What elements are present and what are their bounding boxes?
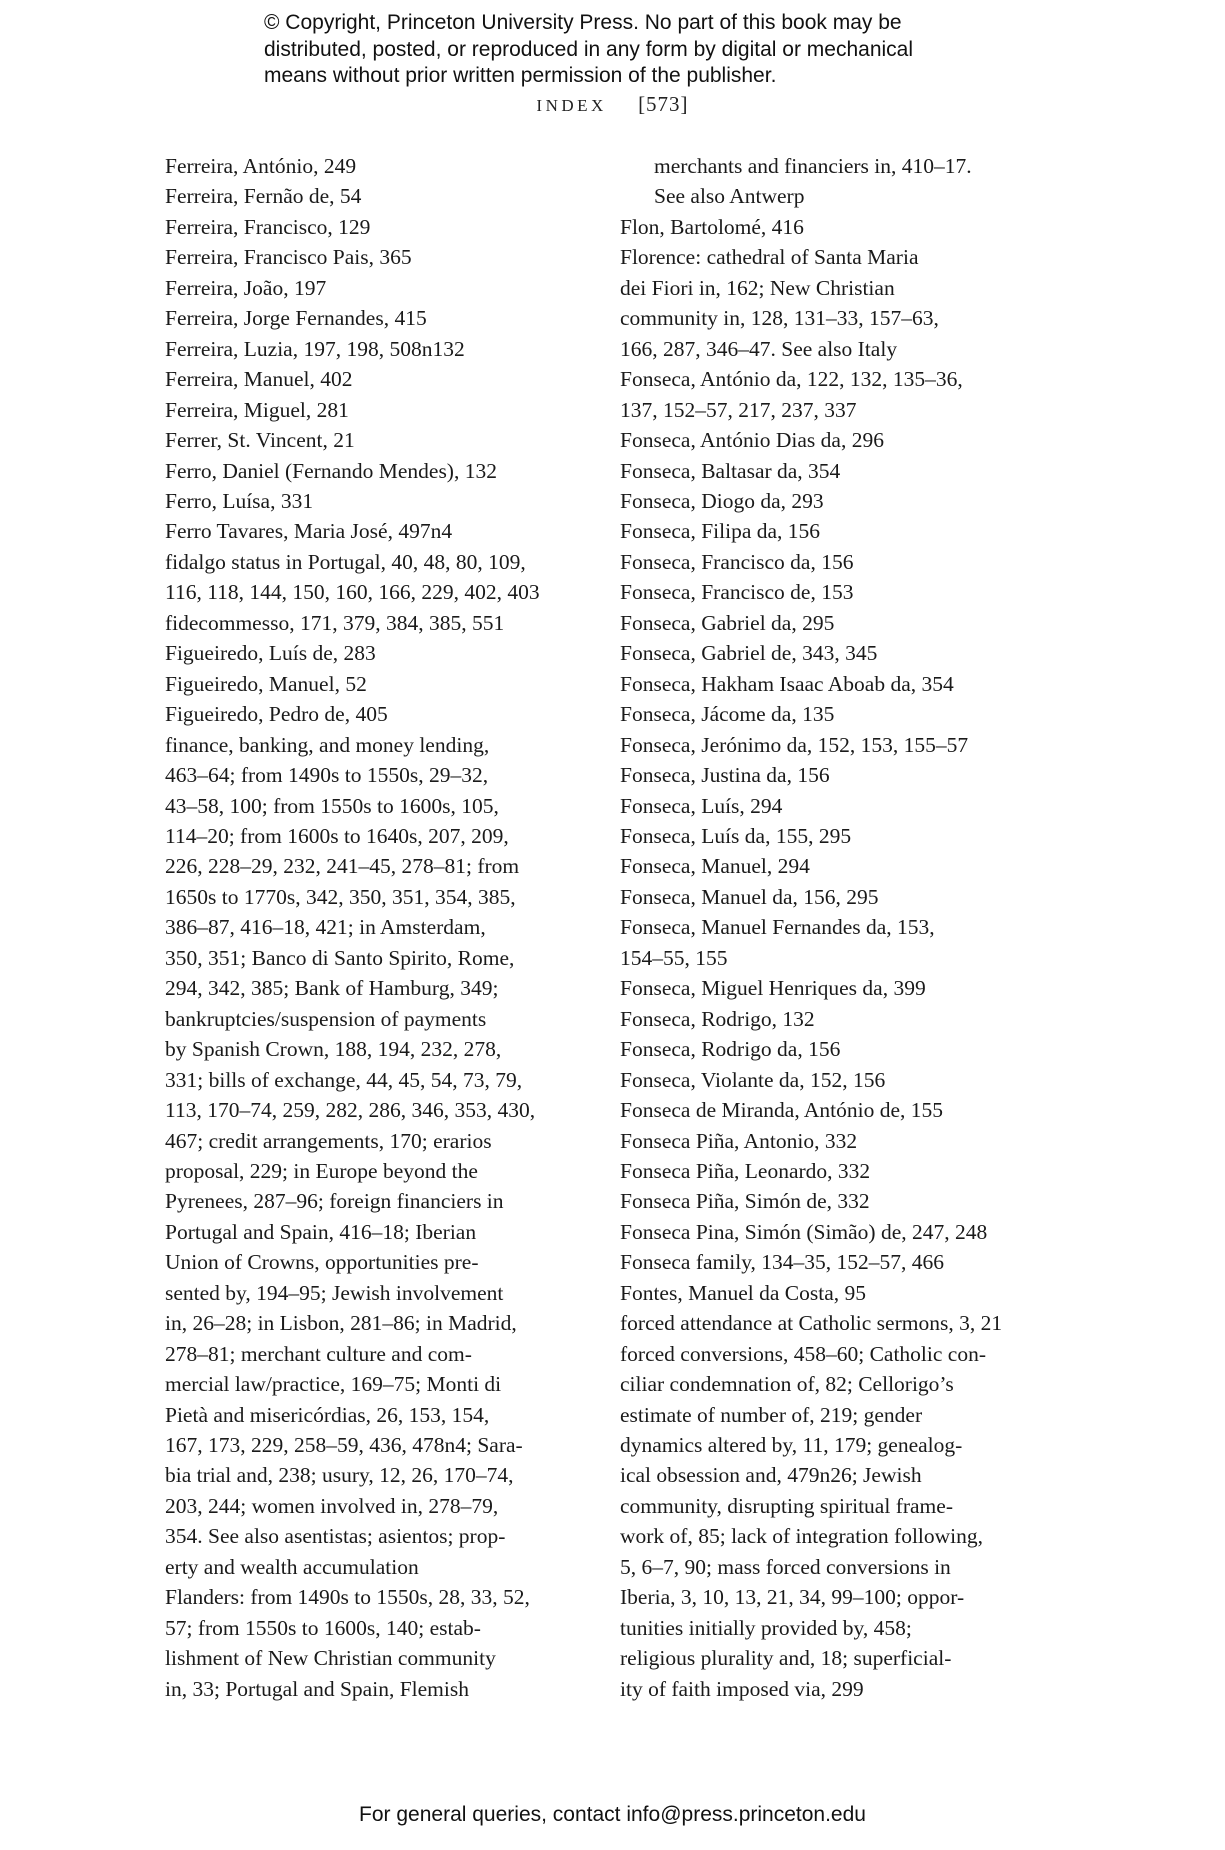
index-entry bbox=[165, 303, 585, 333]
index-entry-line: Flon, Bartolomé, 416 bbox=[620, 214, 804, 239]
index-entry-line: community in, 128, 131–33, 157–63, bbox=[620, 306, 939, 331]
index-entry-line: community, disrupting spiritual frame- bbox=[620, 1493, 953, 1518]
index-entry bbox=[620, 486, 1040, 516]
index-entry bbox=[620, 851, 1040, 881]
index-entry-line: Ferreira, Manuel, 402 bbox=[165, 367, 353, 392]
index-entry bbox=[620, 1308, 1040, 1338]
index-column-right bbox=[620, 151, 1040, 1704]
index-entry bbox=[620, 1095, 1040, 1125]
index-entry bbox=[620, 608, 1040, 638]
index-entry-line: dynamics altered by, 11, 179; genealog- bbox=[620, 1433, 963, 1458]
index-entry-line: fidalgo status in Portugal, 40, 48, 80, 109, bbox=[165, 549, 526, 574]
index-entry bbox=[620, 425, 1040, 455]
index-entry-line: Fonseca, Francisco de, 153 bbox=[620, 580, 854, 605]
index-entry-line: Flanders: from 1490s to 1550s, 28, 33, 52, bbox=[165, 1585, 530, 1610]
index-entry-line: religious plurality and, 18; superficial- bbox=[620, 1646, 952, 1671]
index-entry-line: ciliar condemnation of, 82; Cellorigo’s bbox=[620, 1372, 954, 1397]
index-entry-line: 354. See also asentistas; asientos; prop- bbox=[165, 1524, 506, 1549]
index-entry bbox=[620, 973, 1040, 1003]
index-entry-line: Pyrenees, 287–96; foreign financiers in bbox=[165, 1189, 504, 1214]
index-entry-line: Figueiredo, Luís de, 283 bbox=[165, 641, 376, 666]
index-entry-line: Fonseca, Baltasar da, 354 bbox=[620, 458, 841, 483]
index-entry bbox=[165, 242, 585, 272]
index-entry-line: Fonseca Piña, Simón de, 332 bbox=[620, 1189, 870, 1214]
index-entry-line: mercial law/practice, 169–75; Monti di bbox=[165, 1372, 502, 1397]
index-entry bbox=[620, 516, 1040, 546]
index-entry-line: 331; bills of exchange, 44, 45, 54, 73, 79, bbox=[165, 1067, 523, 1092]
index-entry-line: Fonseca family, 134–35, 152–57, 466 bbox=[620, 1250, 945, 1275]
index-entry bbox=[165, 1582, 585, 1704]
index-entry bbox=[165, 608, 585, 638]
index-entry-line: 467; credit arrangements, 170; erarios bbox=[165, 1128, 492, 1153]
index-entry-line: ity of faith imposed via, 299 bbox=[620, 1676, 864, 1701]
index-entry-line: Ferro, Daniel (Fernando Mendes), 132 bbox=[165, 458, 497, 483]
index-entry-line: Ferreira, Miguel, 281 bbox=[165, 397, 349, 422]
index-entry-line: Figueiredo, Pedro de, 405 bbox=[165, 702, 388, 727]
index-entry-line: bia trial and, 238; usury, 12, 26, 170–74, bbox=[165, 1463, 514, 1488]
index-entry bbox=[620, 699, 1040, 729]
running-head-label: INDEX bbox=[536, 96, 607, 115]
index-entry bbox=[620, 912, 1040, 973]
copyright-notice bbox=[264, 10, 1024, 90]
index-entry bbox=[165, 456, 585, 486]
index-entry bbox=[620, 1065, 1040, 1095]
index-entry-line: Ferro, Luísa, 331 bbox=[165, 488, 314, 513]
index-entry-line: Fonseca Piña, Antonio, 332 bbox=[620, 1128, 858, 1153]
index-entry-line: Fonseca, Jerónimo da, 152, 153, 155–57 bbox=[620, 732, 969, 757]
index-entry bbox=[165, 516, 585, 546]
index-entry-line: by Spanish Crown, 188, 194, 232, 278, bbox=[165, 1037, 502, 1062]
index-entry-line: 1650s to 1770s, 342, 350, 351, 354, 385, bbox=[165, 884, 516, 909]
index-entry-line: bankruptcies/suspension of payments bbox=[165, 1006, 487, 1031]
index-entry bbox=[165, 151, 585, 181]
index-entry-line: Fonseca, Gabriel da, 295 bbox=[620, 610, 835, 635]
index-entry bbox=[620, 1247, 1040, 1277]
index-entry bbox=[620, 669, 1040, 699]
index-entry bbox=[620, 456, 1040, 486]
index-entry bbox=[620, 1278, 1040, 1308]
index-entry-line: Ferreira, Luzia, 197, 198, 508n132 bbox=[165, 336, 465, 361]
index-entry bbox=[165, 364, 585, 394]
index-entry-line: Florence: cathedral of Santa Maria bbox=[620, 245, 919, 270]
index-entry bbox=[165, 181, 585, 211]
index-entry-line: Pietà and misericórdias, 26, 153, 154, bbox=[165, 1402, 490, 1427]
index-entry-line: Fonseca, António Dias da, 296 bbox=[620, 428, 884, 453]
index-entry bbox=[620, 212, 1040, 242]
index-entry-line: merchants and financiers in, 410–17. bbox=[654, 154, 972, 178]
index-entry-line: 167, 173, 229, 258–59, 436, 478n4; Sara- bbox=[165, 1433, 523, 1458]
index-entry-line: tunities initially provided by, 458; bbox=[620, 1615, 912, 1640]
index-entry bbox=[165, 547, 585, 608]
index-entry-line: See also Antwerp bbox=[654, 184, 805, 209]
index-entry bbox=[620, 577, 1040, 607]
index-entry-line: Figueiredo, Manuel, 52 bbox=[165, 671, 367, 696]
index-entry-line: forced attendance at Catholic sermons, 3, 21 bbox=[620, 1311, 1003, 1336]
index-entry-line: in, 26–28; in Lisbon, 281–86; in Madrid, bbox=[165, 1311, 517, 1336]
index-entry-line: 166, 287, 346–47. See also Italy bbox=[620, 336, 898, 361]
index-entry bbox=[620, 547, 1040, 577]
index-entry-line: Fonseca, Manuel, 294 bbox=[620, 854, 810, 879]
index-entry bbox=[620, 364, 1040, 425]
index-entry bbox=[165, 334, 585, 364]
index-entry-line: finance, banking, and money lending, bbox=[165, 732, 490, 757]
copyright-line: means without prior written permission of the publisher. bbox=[264, 64, 777, 87]
index-entry bbox=[165, 273, 585, 303]
index-entry bbox=[620, 1126, 1040, 1156]
index-entry bbox=[620, 760, 1040, 790]
index-entry-line: Ferro Tavares, Maria José, 497n4 bbox=[165, 519, 453, 544]
index-entry-line: 203, 244; women involved in, 278–79, bbox=[165, 1493, 499, 1518]
index-entry-line: Fonseca de Miranda, António de, 155 bbox=[620, 1098, 944, 1123]
index-entry bbox=[165, 395, 585, 425]
index-entry-line: 57; from 1550s to 1600s, 140; estab- bbox=[165, 1615, 481, 1640]
page-number: [573] bbox=[638, 92, 689, 116]
index-entry-line: proposal, 229; in Europe beyond the bbox=[165, 1158, 478, 1183]
index-entry-line: Ferreira, Jorge Fernandes, 415 bbox=[165, 306, 427, 331]
index-entry-line: sented by, 194–95; Jewish involvement bbox=[165, 1280, 504, 1305]
index-entry-line: 114–20; from 1600s to 1640s, 207, 209, bbox=[165, 823, 509, 848]
index-entry-line: erty and wealth accumulation bbox=[165, 1554, 419, 1579]
index-entry bbox=[165, 669, 585, 699]
index-entry bbox=[165, 730, 585, 1583]
index-entry bbox=[165, 486, 585, 516]
index-entry-line: 5, 6–7, 90; mass forced conversions in bbox=[620, 1554, 951, 1579]
index-entry-line: 226, 228–29, 232, 241–45, 278–81; from bbox=[165, 854, 520, 879]
index-entry-line: Ferreira, António, 249 bbox=[165, 154, 357, 178]
index-entry-line: Fonseca Pina, Simón (Simão) de, 247, 248 bbox=[620, 1219, 988, 1244]
index-entry-line: Ferreira, João, 197 bbox=[165, 275, 327, 300]
index-entry-line: 137, 152–57, 217, 237, 337 bbox=[620, 397, 857, 422]
index-entry-line: Fonseca, Luís da, 155, 295 bbox=[620, 823, 852, 848]
index-entry-line: 386–87, 416–18, 421; in Amsterdam, bbox=[165, 915, 486, 940]
index-entry-line: 463–64; from 1490s to 1550s, 29–32, bbox=[165, 763, 489, 788]
index-entry-line: Ferreira, Fernão de, 54 bbox=[165, 184, 362, 209]
index-entry-line: Ferreira, Francisco, 129 bbox=[165, 214, 371, 239]
index-entry-line: Fonseca, Luís, 294 bbox=[620, 793, 783, 818]
index-entry-line: Fonseca, Diogo da, 293 bbox=[620, 488, 824, 513]
index-entry-line: Fonseca, Rodrigo, 132 bbox=[620, 1006, 815, 1031]
index-entry bbox=[620, 1156, 1040, 1186]
index-entry bbox=[620, 242, 1040, 364]
index-entry bbox=[620, 1186, 1040, 1216]
index-entry-line: in, 33; Portugal and Spain, Flemish bbox=[165, 1676, 469, 1701]
index-entry bbox=[620, 730, 1040, 760]
index-entry-line: 43–58, 100; from 1550s to 1600s, 105, bbox=[165, 793, 499, 818]
index-entry-line: Ferreira, Francisco Pais, 365 bbox=[165, 245, 412, 270]
index-entry-line: Fonseca, Manuel da, 156, 295 bbox=[620, 884, 879, 909]
index-entry-line: Fonseca, Rodrigo da, 156 bbox=[620, 1037, 841, 1062]
index-entry-line: ical obsession and, 479n26; Jewish bbox=[620, 1463, 922, 1488]
index-entry bbox=[620, 821, 1040, 851]
index-entry bbox=[620, 1034, 1040, 1064]
index-entry-line: Ferrer, St. Vincent, 21 bbox=[165, 428, 355, 453]
index-entry bbox=[620, 151, 1040, 212]
index-entry-line: Iberia, 3, 10, 13, 21, 34, 99–100; oppor- bbox=[620, 1585, 965, 1610]
index-entry-line: 113, 170–74, 259, 282, 286, 346, 353, 430, bbox=[165, 1098, 536, 1123]
index-entry-line: Portugal and Spain, 416–18; Iberian bbox=[165, 1219, 477, 1244]
index-entry-line: Union of Crowns, opportunities pre- bbox=[165, 1250, 479, 1275]
index-entry-line: Fonseca, Francisco da, 156 bbox=[620, 549, 854, 574]
index-entry bbox=[620, 1339, 1040, 1704]
index-entry-line: forced conversions, 458–60; Catholic con- bbox=[620, 1341, 987, 1366]
index-entry-line: estimate of number of, 219; gender bbox=[620, 1402, 923, 1427]
running-head bbox=[0, 92, 1225, 117]
index-entry-line: Fonseca, Violante da, 152, 156 bbox=[620, 1067, 886, 1092]
index-entry bbox=[165, 638, 585, 668]
index-entry bbox=[165, 212, 585, 242]
index-entry-line: 154–55, 155 bbox=[620, 945, 728, 970]
index-entry-line: Fonseca, Manuel Fernandes da, 153, bbox=[620, 915, 935, 940]
index-entry bbox=[620, 791, 1040, 821]
index-entry-line: Fonseca, Hakham Isaac Aboab da, 354 bbox=[620, 671, 954, 696]
index-entry-line: Fonseca, António da, 122, 132, 135–36, bbox=[620, 367, 963, 392]
index-entry bbox=[620, 638, 1040, 668]
copyright-line: distributed, posted, or reproduced in any form by digital or mechanical bbox=[264, 37, 914, 61]
index-entry bbox=[620, 882, 1040, 912]
index-entry-line: Fonseca, Justina da, 156 bbox=[620, 763, 830, 788]
index-entry-line: fidecommesso, 171, 379, 384, 385, 551 bbox=[165, 610, 505, 635]
index-entry bbox=[620, 1004, 1040, 1034]
index-entry-line: 350, 351; Banco di Santo Spirito, Rome, bbox=[165, 945, 515, 970]
index-entry-line: Fonseca, Jácome da, 135 bbox=[620, 702, 835, 727]
index-entry-line: Fonseca, Gabriel de, 343, 345 bbox=[620, 641, 878, 666]
index-column-left bbox=[165, 151, 585, 1704]
index-entry-line: Fonseca Piña, Leonardo, 332 bbox=[620, 1158, 871, 1183]
index-entry-line: dei Fiori in, 162; New Christian bbox=[620, 275, 895, 300]
index-entry-line: 116, 118, 144, 150, 160, 166, 229, 402, 403 bbox=[165, 580, 540, 605]
index-entry bbox=[165, 699, 585, 729]
index-entry bbox=[620, 1217, 1040, 1247]
copyright-line: © Copyright, Princeton University Press. No part of this book may be bbox=[264, 11, 902, 34]
index-entry bbox=[165, 425, 585, 455]
index-entry-line: 278–81; merchant culture and com- bbox=[165, 1341, 472, 1366]
index-entry-line: Fontes, Manuel da Costa, 95 bbox=[620, 1280, 867, 1305]
index-entry-line: work of, 85; lack of integration following, bbox=[620, 1524, 984, 1549]
index-entry-line: lishment of New Christian community bbox=[165, 1646, 496, 1671]
index-entry-line: 294, 342, 385; Bank of Hamburg, 349; bbox=[165, 976, 499, 1001]
index-entry-line: Fonseca, Miguel Henriques da, 399 bbox=[620, 976, 926, 1001]
footer-contact: For general queries, contact info@press.princeton.edu bbox=[359, 1803, 866, 1826]
index-entry-line: Fonseca, Filipa da, 156 bbox=[620, 519, 821, 544]
